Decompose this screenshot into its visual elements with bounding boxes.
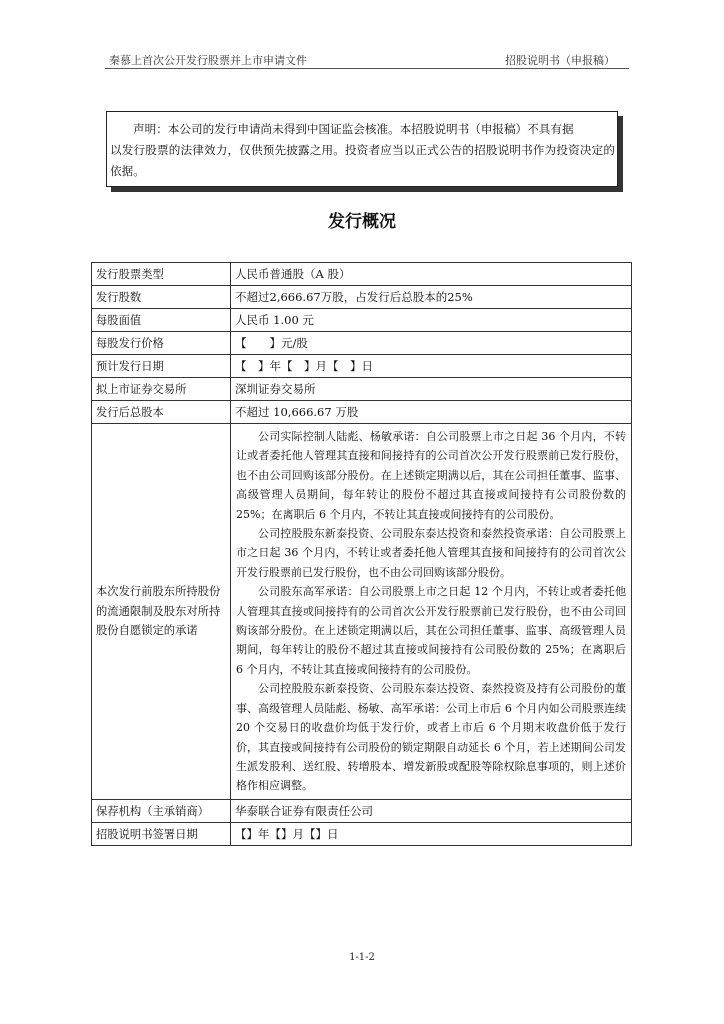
header-document-title: 秦慕上首次公开发行股票并上市申请文件 [109,54,307,67]
row-key: 拟上市证券交易所 [92,378,231,401]
row-key: 招股说明书签署日期 [92,822,231,845]
row-value: 人民币 1.00 元 [231,309,632,332]
table-row [92,401,632,424]
page-number: 1-1-2 [349,952,375,963]
disclaimer-lead: 声明：本公司的发行申请尚未得到中国证监会核准。本招股说明书（申报稿）不具有据 [133,122,574,136]
disclaimer-box [106,111,618,187]
row-value: 华泰联合证券有限责任公司 [231,799,632,822]
table-row [92,799,632,822]
row-key: 预计发行日期 [92,355,231,378]
row-key: 保荐机构（主承销商） [92,799,231,822]
table-row [92,378,632,401]
table-row [92,309,632,332]
header-rule [105,68,629,69]
disclaimer-rest: 以发行股票的法律效力，仅供预先披露之用。投资者应当以正式公告的招股说明书作为投资决定的依据。 [110,143,615,178]
table-row [92,286,632,309]
lockup-commitments [231,424,632,800]
row-key: 每股发行价格 [92,332,231,355]
row-value: 深圳证券交易所 [231,378,632,401]
page-header [105,50,629,68]
table-row [92,822,632,845]
lockup-paragraph: 公司实际控制人陆彪、杨敏承诺：自公司股票上市之日起 36 个月内，不转让或者委托他人管理其直接和间接持有的公司首次公开发行股票前已发行股份，也不由公司回购该部分股份。在上述锁定期满以后，其在公司担任董事、监事、高级管理人员期间，每年转让的股份不超过其直接或间接持有公司股份数的 25%；在离职后 6 个月内，不转让其直接或间接持有的公司股份。 [236,430,626,521]
header-document-type: 招股说明书（申报稿） [505,54,615,67]
lockup-key: 本次发行前股东所持股份的流通限制及股东对所持股份自愿锁定的承诺 [92,424,231,800]
lockup-paragraph: 公司股东高军承诺：自公司股票上市之日起 12 个月内，不转让或者委托他人管理其直接或间接持有的公司首次公开发行股票前已发行股份，也不由公司回购该部分股份。在上述锁定期满以后，其在公司担任董事、监事、高级管理人员期间，每年转让的股份不超过其直接或间接持有公司股份数的 25%；在离职后 6 个月内，不转让其直接或间接持有的公司股份。 [236,585,626,676]
offering-summary-table [91,262,632,846]
lockup-paragraph: 公司控股股东新泰投资、公司股东泰达投资、泰然投资及持有公司股份的董事、高级管理人员陆彪、杨敏、高军承诺：公司上市后 6 个月内如公司股票连续 20 个交易日的收盘价均低于发行价，或者上市后 6 个月期末收盘价低于发行价，其直接或间接持有公司股份的锁定期限自动延长 6 个月，若上述期间公司发生派发股利、送红股、转增股本、增发新股或配股等除权除息事项的，则上述价格作相应调整。 [236,682,626,793]
row-key: 发行股票类型 [92,263,231,286]
row-value: 【】年【】月【】日 [231,822,632,845]
table-row-lockup [92,424,632,800]
row-value: 【 】元/股 [231,332,632,355]
table-row [92,332,632,355]
row-key: 发行后总股本 [92,401,231,424]
section-title: 发行概况 [328,212,396,232]
row-value: 不超过2,666.67万股，占发行后总股本的25% [231,286,632,309]
row-value: 不超过 10,666.67 万股 [231,401,632,424]
row-key: 每股面值 [92,309,231,332]
lockup-paragraph: 公司控股股东新泰投资、公司股东泰达投资和泰然投资承诺：自公司股票上市之日起 36 个月内，不转让或者委托他人管理其直接和间接持有的公司首次公开发行股票前已发行股份，也不由公司回购该部分股份。 [236,527,626,579]
row-value: 【 】年【 】月【 】日 [231,355,632,378]
table-row [92,355,632,378]
row-key: 发行股数 [92,286,231,309]
table-row [92,263,632,286]
row-value: 人民币普通股（A 股） [231,263,632,286]
